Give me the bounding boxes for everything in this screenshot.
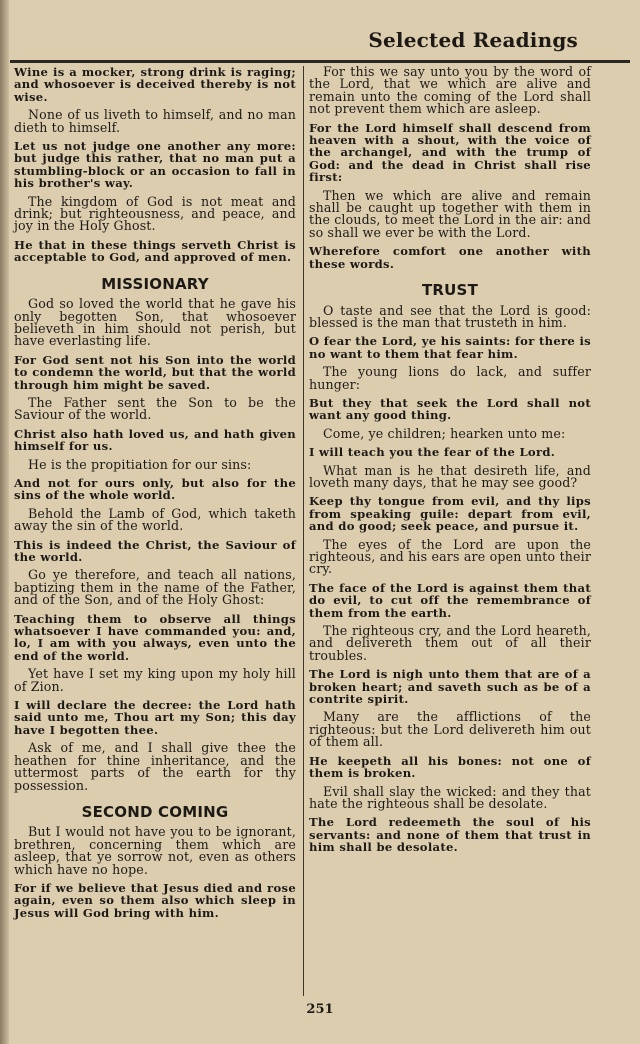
reading-verse: Behold the Lamb of God, which taketh away the sin of the world. [14, 505, 296, 534]
section-heading-second-coming: SECOND COMING [81, 802, 229, 821]
missionary-readings [14, 298, 296, 792]
reading-verse: But I would not have you to be ignorant, brethren, concerning them which are asleep, that ye sorrow not, even as others which have no hope. [14, 824, 296, 877]
reading-verse: Let us not judge one another any more: but judge this rather, that no man put a stumbling-block or an occasion to fall in his brother's way. [14, 139, 296, 191]
reading-verse: For the Lord himself shall descend from heaven with a shout, with the voice of the archangel, and with the trump of God: and the dead in Christ shall rise first: [309, 120, 591, 185]
column-divider [303, 66, 304, 996]
right-column [309, 66, 591, 860]
page-header [10, 26, 630, 63]
reading-verse: The Lord redeemeth the soul of his servants: and none of them that trust in him shall be desolate. [309, 815, 591, 855]
section-heading-missionary: MISSIONARY [101, 274, 209, 293]
reading-verse: Go ye therefore, and teach all nations, baptizing them in the name of the Father, and of the Son, and of the Holy Ghost: [14, 567, 296, 608]
reading-verse: O taste and see that the Lord is good: blessed is the man that trusteth in him. [309, 302, 591, 330]
reading-verse: He keepeth all his bones: not one of them is broken. [309, 753, 591, 781]
reading-verse: Many are the afflictions of the righteous: but the Lord delivereth him out of them all. [309, 709, 591, 750]
reading-verse: And not for ours only, but also for the sins of the whole world. [14, 475, 296, 503]
reading-verse: Wherefore comfort one another with these words. [309, 244, 591, 271]
reading-verse: For God sent not his Son into the world to condemn the world, but that the world through him might be saved. [14, 352, 296, 392]
reading-verse: Wine is a mocker, strong drink is raging; and whosoever is deceived thereby is not wise. [14, 65, 296, 104]
trust-readings [309, 302, 591, 855]
page-number: 251 [306, 1002, 334, 1017]
reading-verse: The Lord is nigh unto them that are of a broken heart; and saveth such as be of a contrite spirit. [309, 667, 591, 707]
intro-readings [14, 66, 296, 264]
reading-verse: Christ also hath loved us, and hath given himself for us. [14, 426, 296, 454]
reading-verse: He that in these things serveth Christ is acceptable to God, and approved of men. [14, 237, 296, 265]
left-column [14, 66, 296, 925]
reading-verse: For if we believe that Jesus died and rose again, even so them also which sleep in Jesus will God bring with him. [14, 880, 296, 920]
reading-verse: I will teach you the fear of the Lord. [309, 445, 556, 460]
reading-verse: Keep thy tongue from evil, and thy lips from speaking guile: depart from evil, and do good; seek peace, and pursue it. [309, 494, 591, 534]
reading-verse: The Father sent the Son to be the Saviour of the world. [14, 394, 296, 423]
reading-verse: But they that seek the Lord shall not want any good thing. [309, 395, 591, 423]
reading-verse: The face of the Lord is against them that do evil, to cut off the remembrance of them from the earth. [309, 580, 591, 620]
reading-verse: God so loved the world that he gave his only begotten Son, that whosoever believeth in him should not perish, but have everlasting life. [14, 296, 296, 349]
reading-verse: For this we say unto you by the word of the Lord, that we which are alive and remain unto the coming of the Lord shall not prevent them which are asleep. [309, 64, 591, 117]
page-title: Selected Readings [368, 28, 578, 52]
reading-verse: Ask of me, and I shall give thee the heathen for thine inheritance, and the uttermost parts of the earth for thy possession. [14, 740, 296, 793]
reading-verse: None of us liveth to himself, and no man dieth to himself. [14, 107, 296, 135]
reading-verse: Then we which are alive and remain shall be caught up together with them in the clouds, to meet the Lord in the air: and so shall we ever be with the Lord. [309, 187, 592, 240]
reading-verse: The kingdom of God is not meat and drink; but righteousness, and peace, and joy in the Holy Ghost. [14, 193, 296, 234]
reading-verse: O fear the Lord, ye his saints: for there is no want to them that fear him. [309, 334, 591, 361]
reading-verse: Come, ye children; hearken unto me: [323, 425, 566, 441]
second-coming-readings-continued [309, 66, 591, 270]
reading-verse: The eyes of the Lord are upon the righteous, and his ears are open unto their cry. [309, 536, 591, 577]
reading-verse: I will declare the decree: the Lord hath said unto me, Thou art my Son; this day have I begotten thee. [14, 698, 296, 737]
reading-verse: Teaching them to observe all things whatsoever I have commanded you: and, lo, I am with you always, even unto the end of the world. [14, 611, 296, 663]
section-heading-trust: TRUST [422, 281, 478, 300]
reading-verse: The righteous cry, and the Lord heareth, and delivereth them out of all their troubles. [309, 623, 591, 663]
reading-verse: He is the propitiation for our sins: [28, 456, 252, 472]
page-gutter-shadow [0, 0, 9, 1044]
reading-verse: This is indeed the Christ, the Saviour of the world. [14, 537, 296, 564]
reading-verse: Yet have I set my king upon my holy hill of Zion. [14, 666, 296, 694]
second-coming-readings [14, 826, 296, 919]
reading-verse: Evil shall slay the wicked: and they that hate the righteous shall be desolate. [309, 783, 591, 811]
reading-verse: The young lions do lack, and suffer hunger: [309, 364, 591, 392]
reading-verse: What man is he that desireth life, and loveth many days, that he may see good? [309, 462, 591, 490]
